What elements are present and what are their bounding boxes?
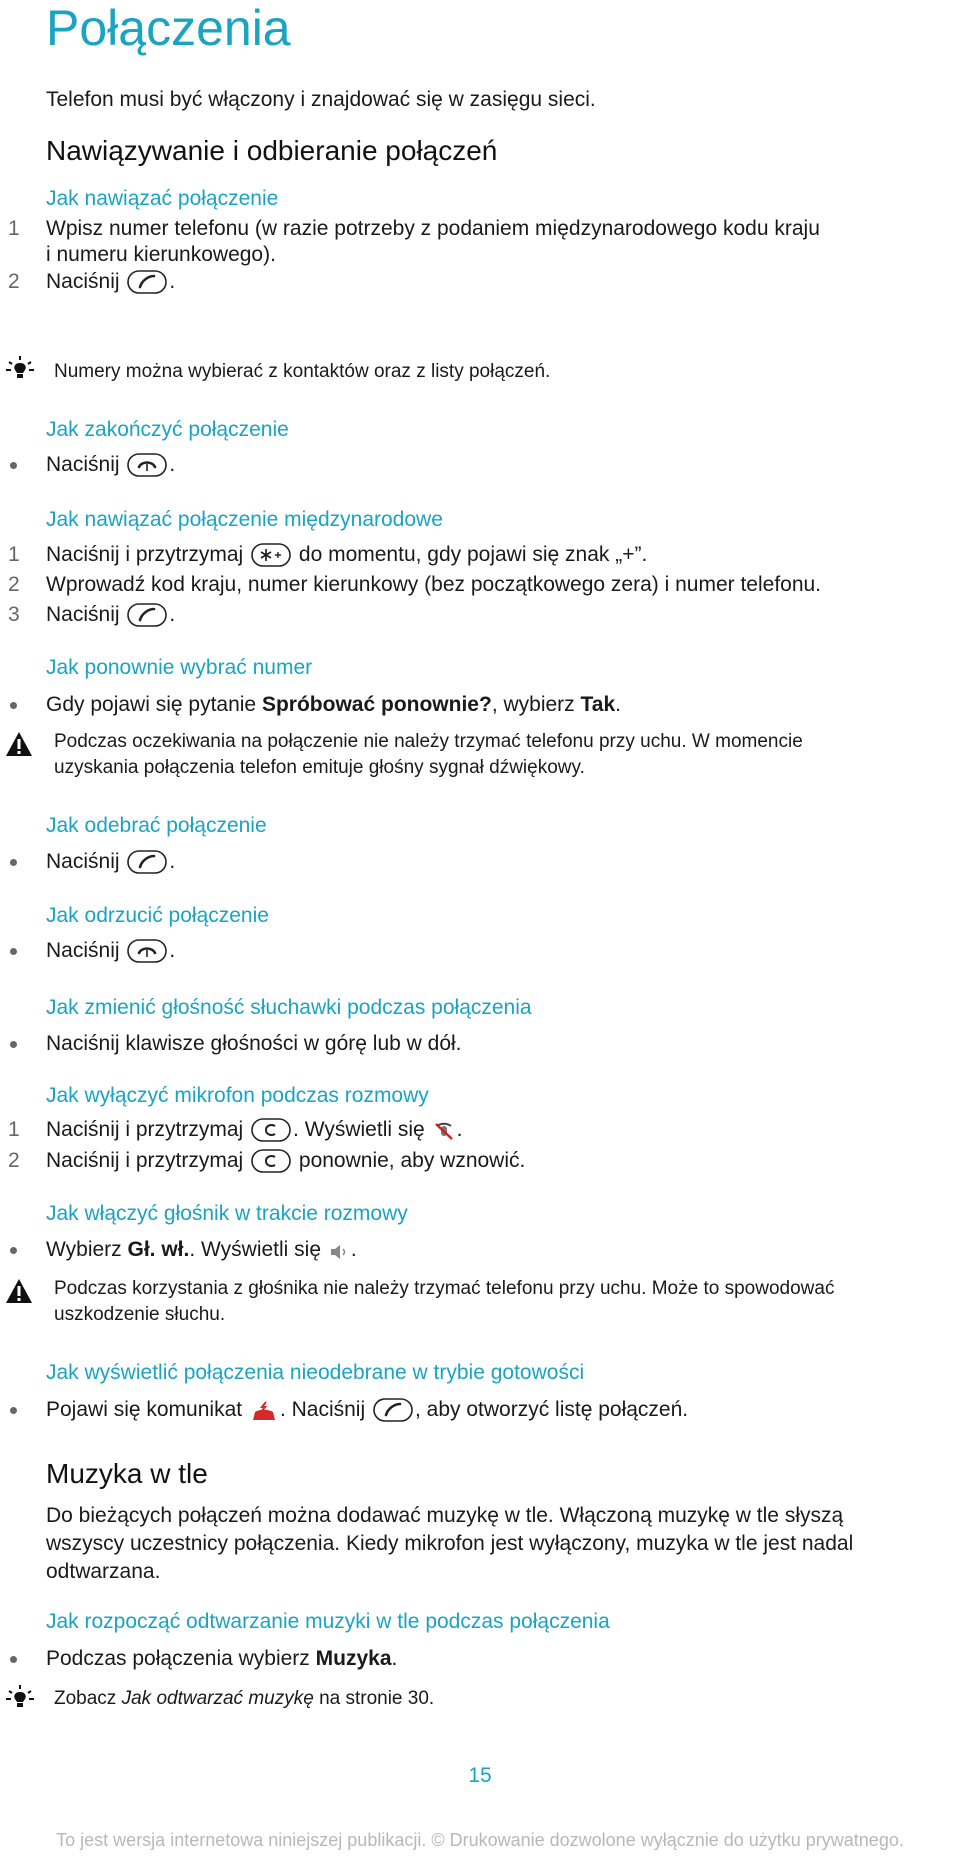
call-key-icon (127, 270, 167, 294)
star-key-icon (251, 543, 291, 567)
lightbulb-icon (4, 1683, 36, 1713)
page-number: 15 (468, 1764, 492, 1787)
section-heading-music: Muzyka w tle (46, 1458, 208, 1489)
call-key-icon (127, 850, 167, 874)
subheading-answer: Jak odebrać połączenie (46, 814, 267, 837)
subheading-make-call: Jak nawiązać połączenie (46, 187, 279, 210)
bullet (10, 462, 17, 469)
section-heading-calls: Nawiązywanie i odbieranie połączeń (46, 135, 498, 166)
page-title: Połączenia (46, 0, 291, 56)
speaker-icon (329, 1242, 349, 1262)
bullet-reject: Naciśnij . (46, 937, 960, 965)
intro-text: Telefon musi być włączony i znajdować się w zasięgu sieci. (46, 88, 596, 111)
end-call-key-icon (127, 453, 167, 477)
step-1: 1 Wpisz numer telefonu (w razie potrzeby z podaniem międzynarodowego kodu kraju (46, 215, 960, 243)
lightbulb-icon (4, 354, 36, 384)
warning-icon (4, 1277, 34, 1305)
warning-text: Podczas oczekiwania na połączenie nie należy trzymać telefonu przy uchu. W momencie uzyskania połączenia telefon emituje głośny sygnał dźwiękowy. (54, 731, 803, 778)
bullet-speaker: Wybierz Gł. wł.. Wyświetli się . (46, 1236, 960, 1264)
bullet-missed: Pojawi się komunikat . Naciśnij , aby otworzyć listę połączeń. (46, 1396, 960, 1424)
step-number: 1 (8, 217, 20, 240)
tip-text: Numery można wybierać z kontaktów oraz z listy połączeń. (54, 361, 551, 382)
bullet-answer: Naciśnij . (46, 848, 960, 876)
clear-key-icon (251, 1149, 291, 1173)
step-1: 1 Naciśnij i przytrzymaj do momentu, gdy pojawi się znak „+”. (8, 543, 648, 566)
missed-call-icon (250, 1400, 278, 1422)
subheading-end-call: Jak zakończyć połączenie (46, 418, 289, 441)
warning-text: Podczas korzystania z głośnika nie należy trzymać telefonu przy uchu. Może to spowodować uszkodzenie słuchu. (54, 1278, 835, 1325)
step-number: 2 (8, 270, 20, 293)
subheading-redial: Jak ponownie wybrać numer (46, 656, 313, 679)
bullet-redial: Gdy pojawi się pytanie Spróbować ponownie?, wybierz Tak. (46, 691, 960, 719)
bullet-end-call: Naciśnij . (46, 451, 960, 479)
subheading-speaker: Jak włączyć głośnik w trakcie rozmowy (46, 1202, 408, 1225)
subheading-reject: Jak odrzucić połączenie (46, 904, 269, 927)
subheading-mute: Jak wyłączyć mikrofon podczas rozmowy (46, 1084, 429, 1107)
subheading-missed: Jak wyświetlić połączenia nieodebrane w trybie gotowości (46, 1361, 585, 1384)
step-1: 1 Naciśnij i przytrzymaj . Wyświetli się . (8, 1118, 463, 1141)
subheading-volume: Jak zmienić głośność słuchawki podczas połączenia (46, 996, 532, 1019)
footer-notice: To jest wersja internetowa niniejszej publikacji. © Drukowanie dozwolone wyłącznie do użytku prywatnego. (56, 1830, 904, 1850)
mic-off-icon (433, 1120, 455, 1142)
bullet-music-start: Podczas połączenia wybierz Muzyka. (46, 1645, 960, 1673)
end-call-key-icon (127, 939, 167, 963)
subheading-intl-call: Jak nawiązać połączenie międzynarodowe (46, 508, 443, 531)
step-2: 2 Naciśnij . (46, 268, 960, 296)
tip-text: Zobacz Jak odtwarzać muzykę na stronie 30. (54, 1688, 435, 1709)
call-key-icon (373, 1398, 413, 1422)
step-3: 3 Naciśnij . (8, 603, 176, 626)
call-key-icon (127, 603, 167, 627)
step-2: 2 Naciśnij i przytrzymaj ponownie, aby wznowić. (8, 1149, 526, 1172)
music-paragraph: Do bieżących połączeń można dodawać muzykę w tle. Włączoną muzykę w tle słyszą wszyscy uczestnicy połączenia. Kiedy mikrofon jest wyłączony, muzyka w tle jest nadal odtwarzana. (46, 1504, 854, 1583)
step-2: 2 Wprowadź kod kraju, numer kierunkowy (bez początkowego zera) i numer telefonu. (8, 573, 822, 596)
clear-key-icon (251, 1118, 291, 1142)
subheading-music-start: Jak rozpocząć odtwarzanie muzyki w tle podczas połączenia (46, 1610, 610, 1633)
warning-icon (4, 730, 34, 758)
bullet-volume: Naciśnij klawisze głośności w górę lub w dół. (46, 1030, 960, 1058)
step-1-cont: i numeru kierunkowego). (46, 243, 276, 266)
